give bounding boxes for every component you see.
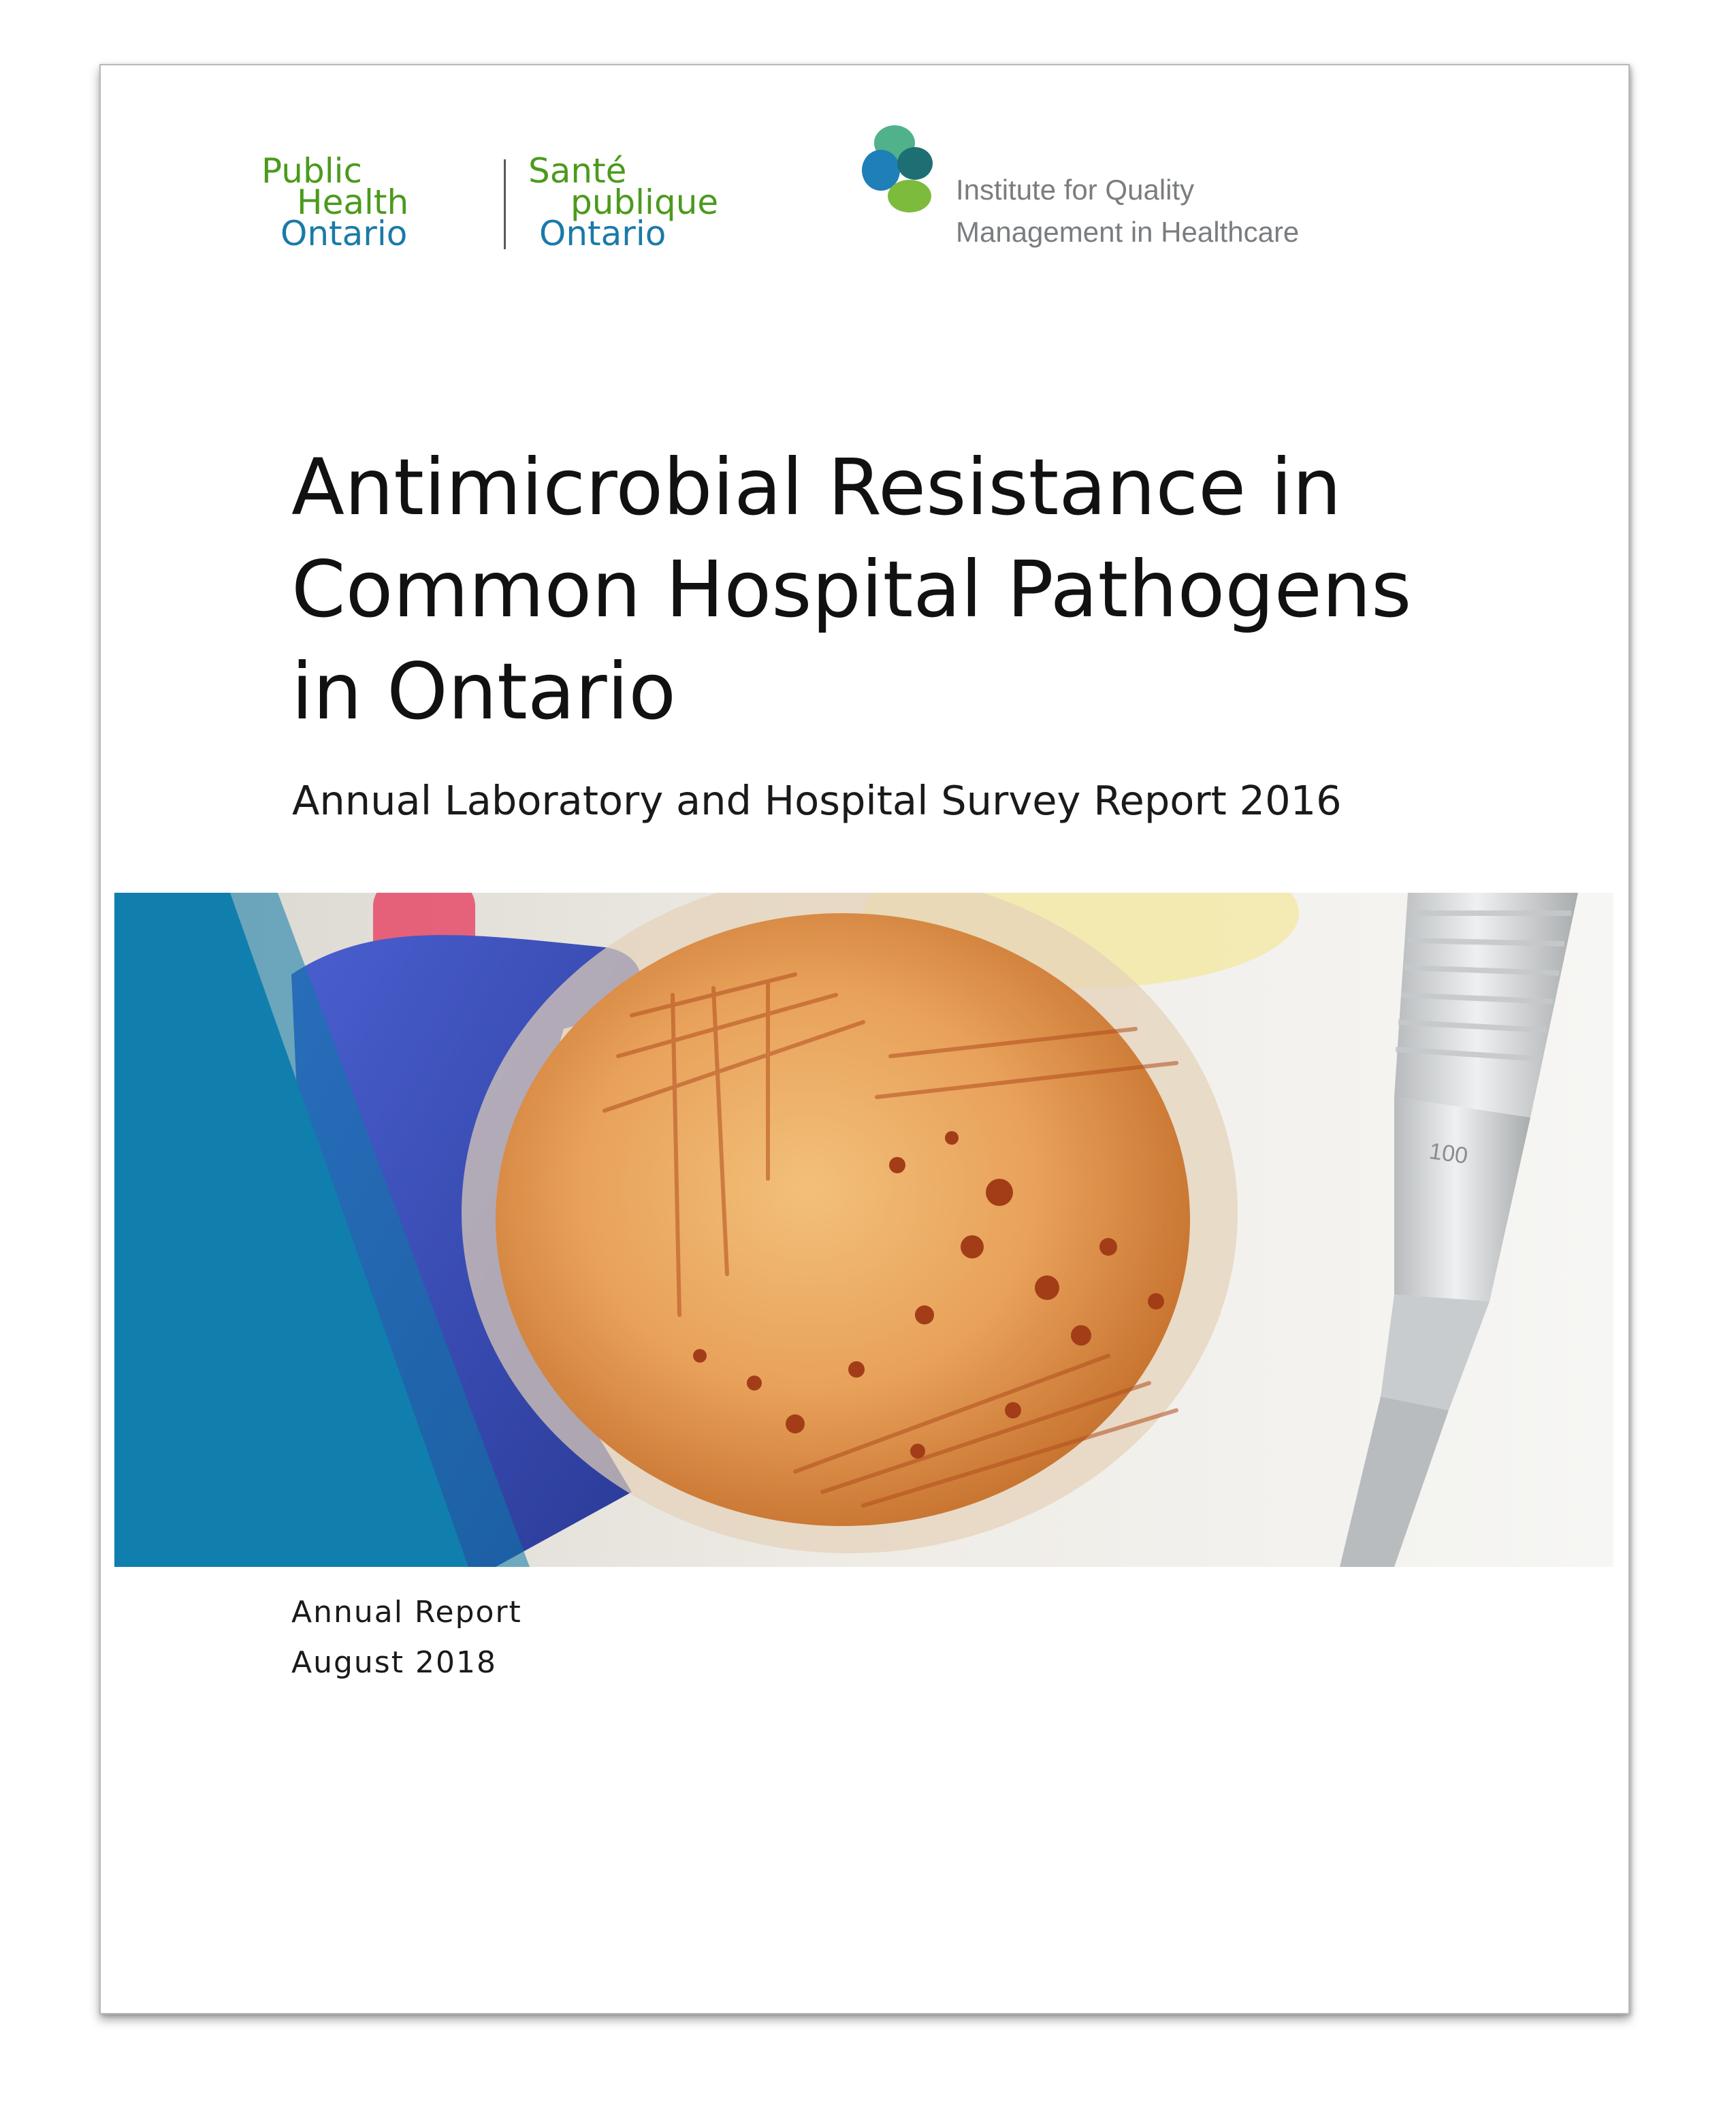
iqmh-line-1: Institute for Quality xyxy=(956,174,1195,206)
public-health-ontario-logo xyxy=(261,151,765,257)
report-cover-page xyxy=(99,64,1630,2014)
pho-fr-line-3: Ontario xyxy=(539,214,666,253)
cover-photo-petri-dish xyxy=(114,893,1613,1567)
iqmh-line-2: Management in Healthcare xyxy=(956,216,1300,248)
pho-en-line-3: Ontario xyxy=(280,214,408,253)
pho-english-wordmark xyxy=(261,151,409,253)
report-meta xyxy=(291,1587,522,1688)
pho-en-line-2: Health xyxy=(297,182,409,222)
report-date: August 2018 xyxy=(291,1645,497,1680)
iqmh-wordmark xyxy=(956,169,1299,253)
logo-divider xyxy=(504,159,506,249)
pho-en-line-1: Public xyxy=(261,151,362,191)
pho-fr-line-2: publique xyxy=(570,182,719,222)
report-type: Annual Report xyxy=(291,1595,522,1630)
report-title: Antimicrobial Resistance in Common Hospital Pathogens in Ontario xyxy=(291,442,1412,737)
iqmh-droplet-icon xyxy=(861,121,942,223)
iqmh-logo xyxy=(861,121,1337,257)
report-subtitle: Annual Laboratory and Hospital Survey Report 2016 xyxy=(292,777,1342,824)
pipette-volume-label: 100 xyxy=(1427,1138,1470,1169)
pho-french-wordmark xyxy=(528,151,719,253)
agar-plate xyxy=(496,913,1190,1526)
pho-fr-line-1: Santé xyxy=(528,151,627,191)
